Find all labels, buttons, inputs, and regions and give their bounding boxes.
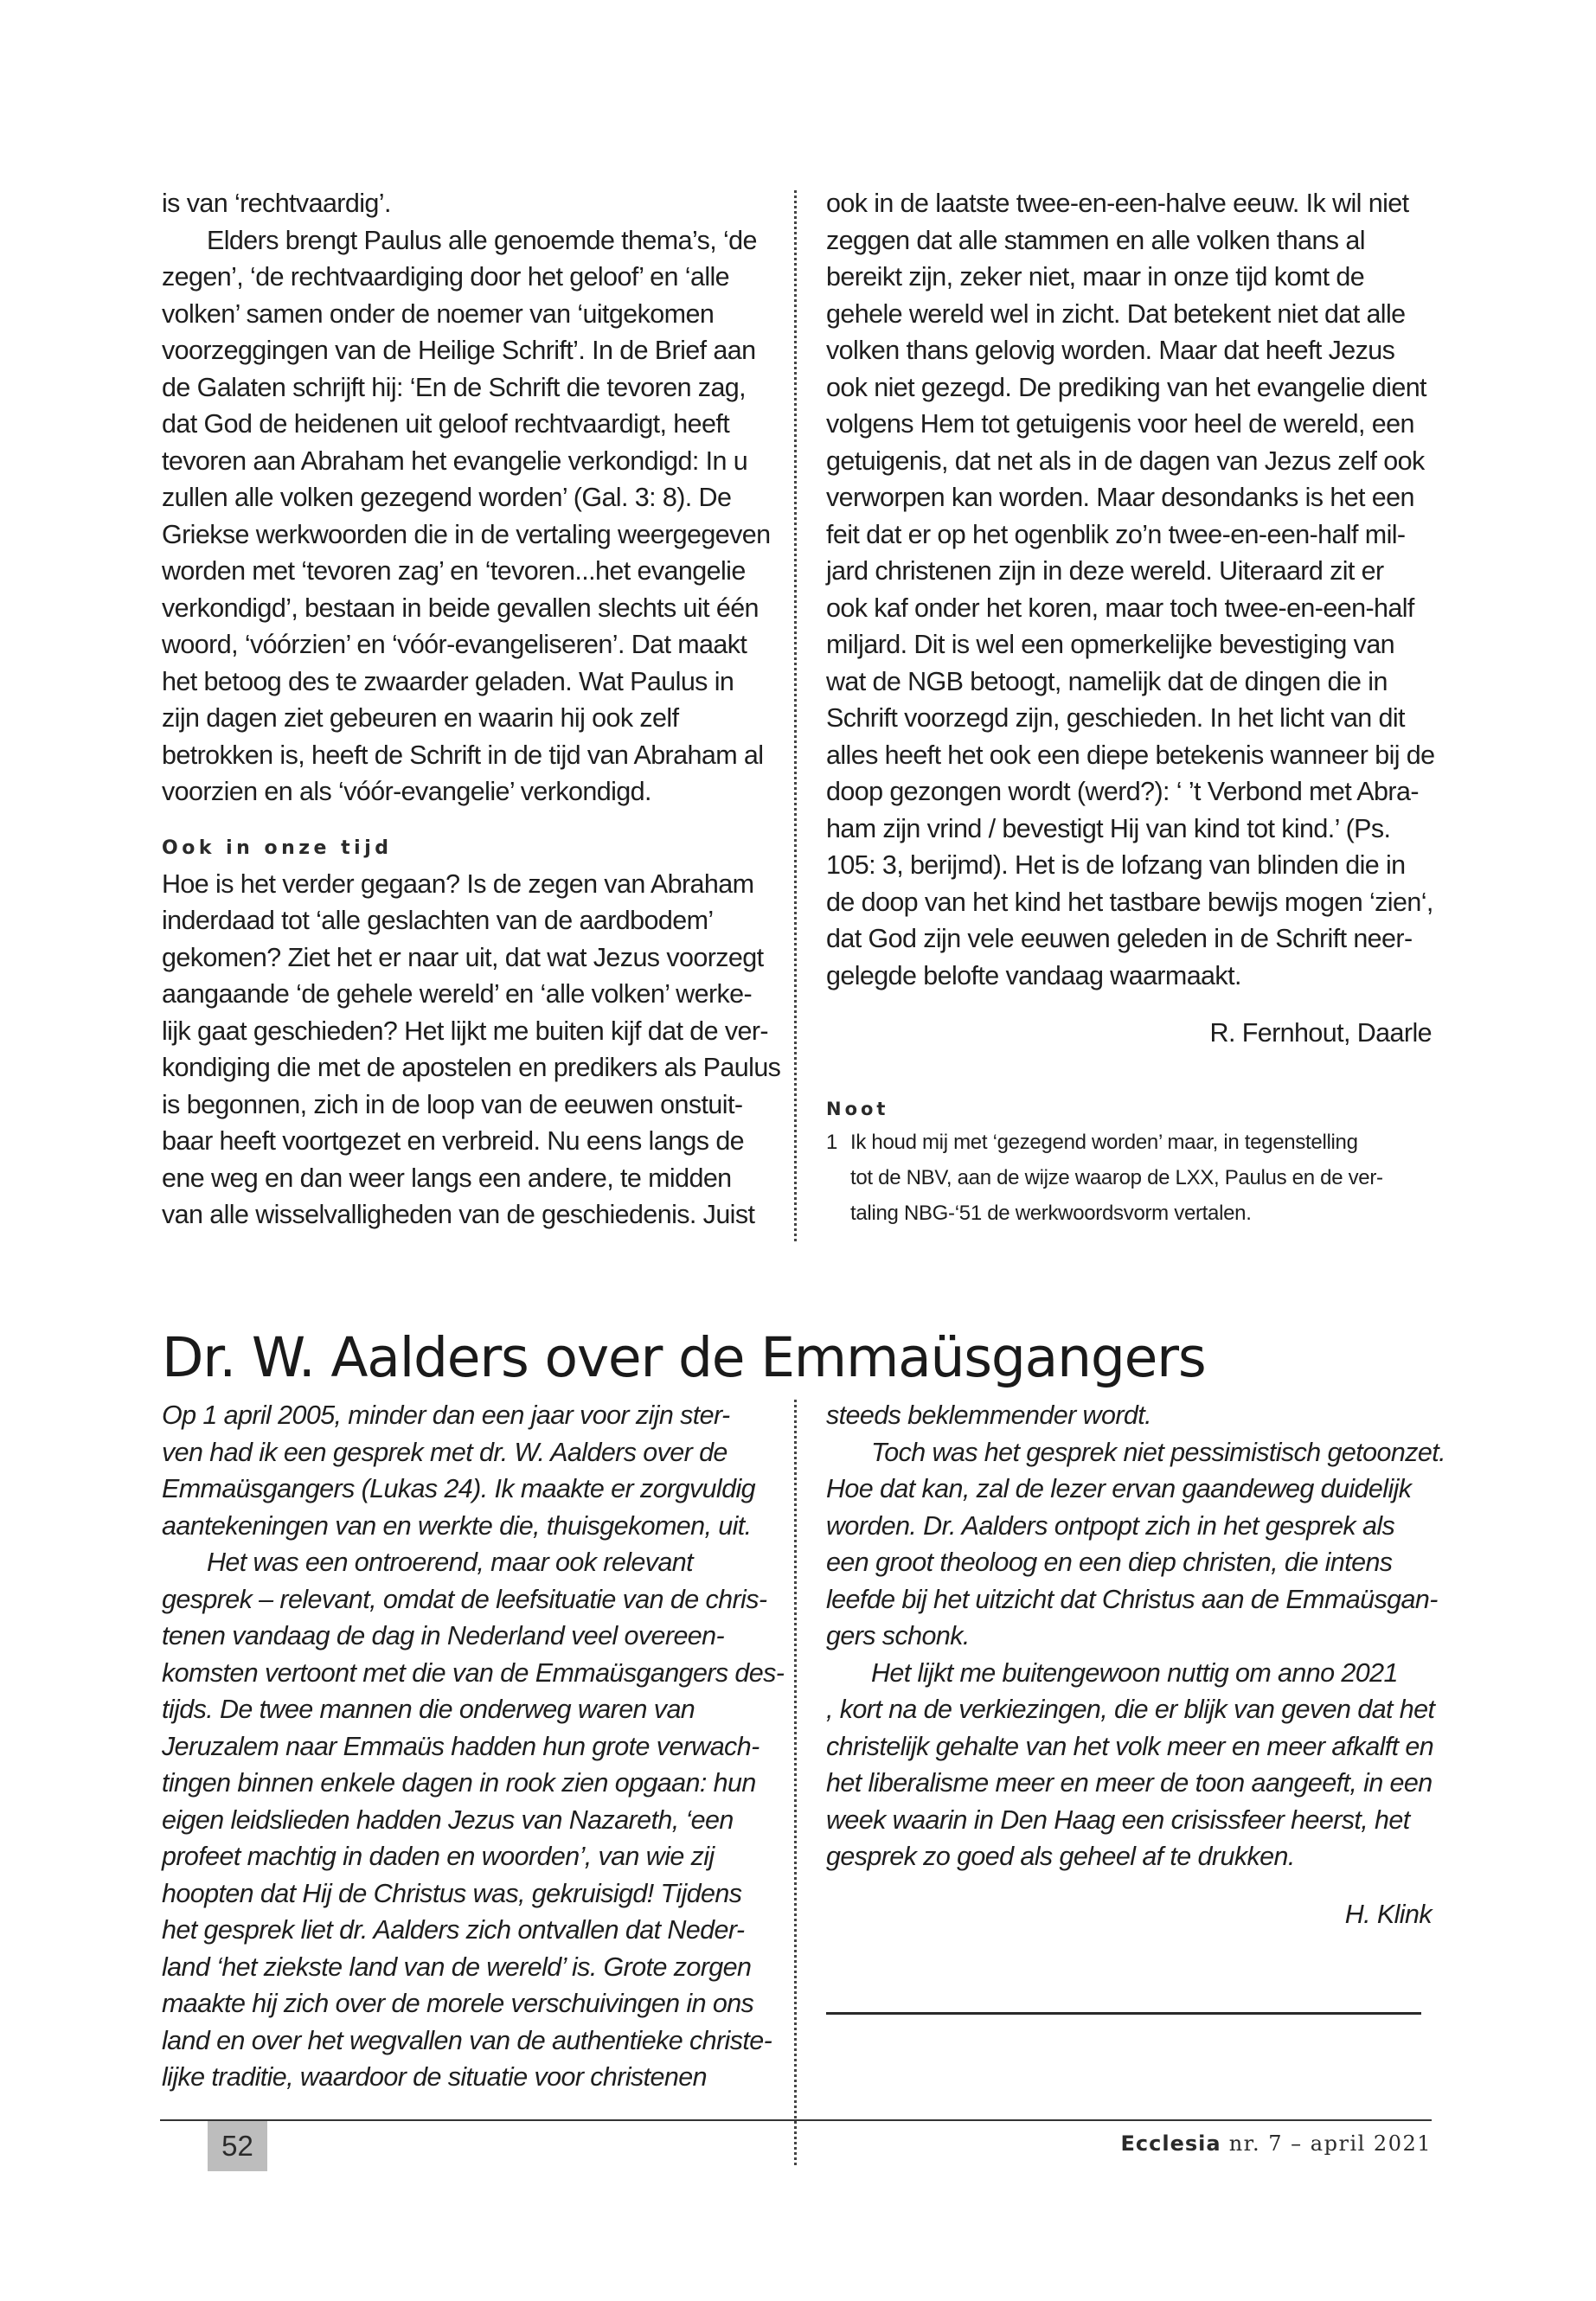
text-line: getuigenis, dat net als in de dagen van Jezus zelf ook xyxy=(826,445,1425,476)
text-line: tenen vandaag de dag in Nederland veel overeen- xyxy=(162,1621,725,1650)
text-line: feit dat er op het ogenblik zo’n twee-en-een-half mil- xyxy=(826,519,1406,549)
footnote-number: 1 xyxy=(826,1130,838,1154)
text-line: week waarin in Den Haag een crisissfeer heerst, het xyxy=(826,1804,1410,1835)
text-line: land en over het wegvallen van de authentieke christe- xyxy=(162,2025,772,2055)
text-line: ene weg en dan weer langs een andere, te midden xyxy=(162,1163,732,1193)
text-line: inderdaad tot ‘alle geslachten van de aardbodem’ xyxy=(162,906,714,935)
text-line: komsten vertoont met die van de Emmaüsgangers des- xyxy=(162,1657,785,1688)
note-heading: Noot xyxy=(826,1098,889,1119)
text-line: is begonnen, zich in de loop van de eeuwen onstuit- xyxy=(162,1089,743,1119)
issue-info: nr. 7 – april 2021 xyxy=(1228,2131,1432,2156)
text-line: bereikt zijn, zeker niet, maar in onze tijd komt de xyxy=(826,262,1365,292)
text-line: Jeruzalem naar Emmaüs hadden hun grote verwach- xyxy=(162,1731,760,1761)
text-line: hoopten dat Hij de Christus was, gekruisigd! Tijdens xyxy=(162,1878,742,1908)
text-line: Emmaüsgangers (Lukas 24). Ik maakte er zorgvuldig xyxy=(162,1474,755,1503)
text-line: aangaande ‘de gehele wereld’ en ‘alle volken’ werke- xyxy=(162,979,753,1009)
text-line: Griekse werkwoorden die in de vertaling weergegeven xyxy=(162,519,771,549)
text-line: worden. Dr. Aalders ontpopt zich in het gesprek als xyxy=(826,1510,1395,1541)
text-line: christelijk gehalte van het volk meer en meer afkalft en xyxy=(826,1731,1434,1761)
text-line: eigen leidslieden hadden Jezus van Nazareth, ‘een xyxy=(162,1804,734,1835)
footer-masthead xyxy=(1121,2131,1432,2156)
text-line: ven had ik een gesprek met dr. W. Aalders over de xyxy=(162,1437,727,1467)
text-line: taling NBG-‘51 de werkwoordsvorm vertalen. xyxy=(850,1201,1252,1225)
section-subheading: Ook in onze tijd xyxy=(162,836,393,859)
text-line: Elders brengt Paulus alle genoemde thema’s, ‘de xyxy=(207,225,757,255)
text-line: jard christenen zijn in deze wereld. Uiteraard zit er xyxy=(826,556,1384,586)
text-line: tot de NBV, aan de wijze waarop de LXX, Paulus en de ver- xyxy=(850,1165,1383,1189)
footnote-text xyxy=(850,1125,1432,1231)
text-line: Hoe dat kan, zal de lezer ervan gaandeweg duidelijk xyxy=(826,1474,1412,1503)
text-line: tingen binnen enkele dagen in rook zien opgaan: hun xyxy=(162,1768,756,1798)
paragraph xyxy=(826,1397,1432,1434)
text-line: gehele wereld wel in zicht. Dat betekent niet dat alle xyxy=(826,298,1406,329)
text-line: volgens Hem tot getuigenis voor heel de wereld, een xyxy=(826,409,1414,439)
text-line: voorzeggingen van de Heilige Schrift’. In de Brief aan xyxy=(162,336,756,365)
text-line: dat God de heidenen uit geloof rechtvaardigt, heeft xyxy=(162,409,730,439)
text-line: betrokken is, heeft de Schrift in de tijd van Abraham al xyxy=(162,740,764,770)
paragraph xyxy=(162,866,781,1234)
author-signature: R. Fernhout, Daarle xyxy=(1209,1018,1432,1048)
text-line: gers schonk. xyxy=(826,1621,970,1650)
text-line: wat de NGB betoogt, namelijk dat de dingen die in xyxy=(826,666,1388,696)
text-line: zijn dagen ziet gebeuren en waarin hij ook zelf xyxy=(162,703,679,733)
text-line: 105: 3, berijmd). Het is de lofzang van blinden die in xyxy=(826,850,1406,880)
text-line: profeet machtig in daden en woorden’, van wie zij xyxy=(162,1842,715,1871)
paragraph xyxy=(826,1434,1445,1655)
text-line: verkondigd’, bestaan in beide gevallen slechts uit één xyxy=(162,593,759,623)
paragraph xyxy=(162,185,767,222)
page-number: 52 xyxy=(208,2121,267,2171)
text-line: Op 1 april 2005, minder dan een jaar voor zijn ster- xyxy=(162,1400,730,1430)
text-line: zegen’, ‘de rechtvaardiging door het geloof’ en ‘alle xyxy=(162,262,730,292)
text-line: een groot theoloog en een diep christen, die intens xyxy=(826,1548,1393,1577)
text-line: woord, ‘vóórzien’ en ‘vóór-evangeliseren’. Dat maakt xyxy=(162,630,747,659)
text-line: Schrift voorzegd zijn, geschieden. In het licht van dit xyxy=(826,703,1405,733)
article-title: Dr. W. Aalders over de Emmaüsgangers xyxy=(162,1326,1206,1390)
footnote xyxy=(826,1125,1432,1231)
column-divider xyxy=(794,190,797,1241)
text-line: Ik houd mij met ‘gezegend worden’ maar, in tegenstelling xyxy=(850,1130,1358,1154)
article-left-column xyxy=(162,1397,785,2096)
text-line: aantekeningen van en werkte die, thuisgekomen, uit. xyxy=(162,1510,752,1541)
text-line: doop gezongen wordt (werd?): ‘ ’t Verbond met Abra- xyxy=(826,777,1419,806)
text-line: alles heeft het ook een diepe betekenis wanneer bij de xyxy=(826,740,1435,770)
text-line: , kort na de verkiezingen, die er blijk van geven dat het xyxy=(826,1695,1435,1724)
paragraph xyxy=(826,1655,1435,1875)
footer-rule xyxy=(160,2119,1432,2121)
text-line: ook kaf onder het koren, maar toch twee-en-een-half xyxy=(826,593,1414,623)
paragraph xyxy=(826,185,1435,994)
text-line: worden met ‘tevoren zag’ en ‘tevoren...het evangelie xyxy=(162,556,746,586)
text-line: volken’ samen onder de noemer van ‘uitgekomen xyxy=(162,298,715,329)
text-line: gesprek zo goed als geheel af te drukken. xyxy=(826,1842,1295,1871)
text-line: kondiging die met de apostelen en predikers als Paulus xyxy=(162,1053,781,1082)
text-line: leefde bij het uitzicht dat Christus aan de Emmaüsgan- xyxy=(826,1584,1438,1614)
magazine-name: Ecclesia xyxy=(1120,2131,1221,2156)
text-line: van alle wisselvalligheden van de geschiedenis. Juist xyxy=(162,1200,755,1229)
text-line: volken thans gelovig worden. Maar dat heeft Jezus xyxy=(826,336,1395,365)
text-line: de Galaten schrijft hij: ‘En de Schrift die tevoren zag, xyxy=(162,372,747,402)
text-line: gesprek – relevant, omdat de leefsituatie van de chris- xyxy=(162,1584,767,1614)
text-line: dat God zijn vele eeuwen geleden in de Schrift neer- xyxy=(826,924,1413,953)
text-line: het liberalisme meer en meer de toon aangeeft, in een xyxy=(826,1768,1433,1798)
top-left-column xyxy=(162,185,781,1234)
article-end-rule xyxy=(826,2012,1421,2015)
text-line: voorzien en als ‘vóór-evangelie’ verkondigd. xyxy=(162,777,651,806)
text-line: Toch was het gesprek niet pessimistisch getoonzet. xyxy=(871,1437,1445,1467)
text-line: ham zijn vrind / bevestigt Hij van kind tot kind.’ (Ps. xyxy=(826,813,1391,843)
paragraph xyxy=(162,222,771,811)
top-right-column xyxy=(826,185,1435,1231)
intro-paragraph xyxy=(162,1397,767,1544)
author-signature: H. Klink xyxy=(1344,1899,1432,1929)
text-line: lijke traditie, waardoor de situatie voor christenen xyxy=(162,2062,707,2092)
text-line: tevoren aan Abraham het evangelie verkondigd: In u xyxy=(162,445,748,476)
text-line: land ‘het ziekste land van de wereld’ is. Grote zorgen xyxy=(162,1952,752,1982)
text-line: miljard. Dit is wel een opmerkelijke bevestiging van xyxy=(826,630,1395,659)
text-line: steeds beklemmender wordt. xyxy=(826,1400,1152,1430)
column-divider xyxy=(794,1400,797,2165)
text-line: baar heeft voortgezet en verbreid. Nu eens langs de xyxy=(162,1126,745,1156)
text-line: zullen alle volken gezegend worden’ (Gal. 3: 8). De xyxy=(162,483,732,512)
text-line: verworpen kan worden. Maar desondanks is het een xyxy=(826,483,1414,512)
text-line: Het was een ontroerend, maar ook relevant xyxy=(207,1548,694,1577)
text-line: lijk gaat geschieden? Het lijkt me buiten kijf dat de ver- xyxy=(162,1016,768,1046)
text-line: ook niet gezegd. De prediking van het evangelie dient xyxy=(826,372,1426,402)
text-line: gelegde belofte vandaag waarmaakt. xyxy=(826,960,1241,990)
text-line: gekomen? Ziet het er naar uit, dat wat Jezus voorzegt xyxy=(162,942,764,972)
text-line: is van ‘rechtvaardig’. xyxy=(162,189,391,218)
text-line: zeggen dat alle stammen en alle volken thans al xyxy=(826,225,1365,255)
text-line: het gesprek liet dr. Aalders zich ontvallen dat Neder- xyxy=(162,1915,745,1945)
article-right-column xyxy=(826,1397,1445,1932)
paragraph xyxy=(162,1544,785,2096)
text-line: tijds. De twee mannen die onderweg waren van xyxy=(162,1695,695,1724)
text-line: het betoog des te zwaarder geladen. Wat Paulus in xyxy=(162,666,734,696)
text-line: Het lijkt me buitengewoon nuttig om anno 2021 xyxy=(871,1657,1398,1688)
text-line: de doop van het kind het tastbare bewijs mogen ‘zien‘, xyxy=(826,887,1433,917)
text-line: maakte hij zich over de morele verschuivingen in ons xyxy=(162,1989,754,2018)
text-line: ook in de laatste twee-en-een-halve eeuw. Ik wil niet xyxy=(826,189,1409,218)
text-line: Hoe is het verder gegaan? Is de zegen van Abraham xyxy=(162,868,754,899)
